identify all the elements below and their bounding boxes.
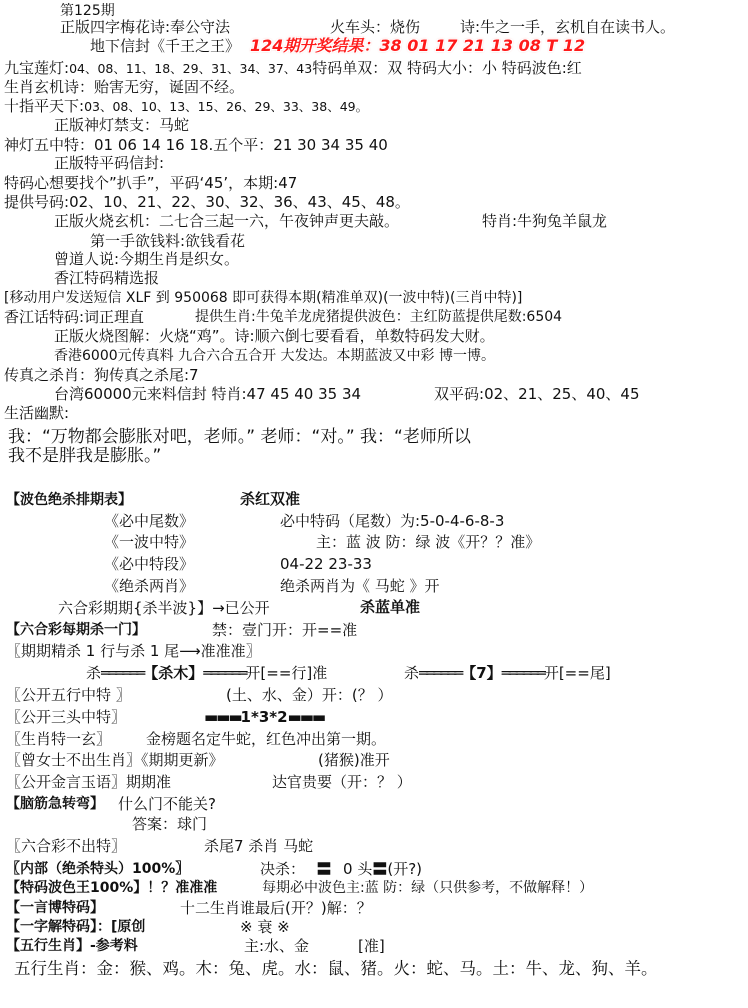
brain-label: 【脑筋急转弯】 — [6, 796, 104, 812]
inner-open: (开?) — [387, 860, 423, 878]
equals-bar: ══════ — [203, 664, 246, 682]
shendeng-five: 神灯五中特：01 06 14 16 18.五个平：21 30 34 35 40 — [4, 136, 388, 154]
equals-bar: ══════ — [101, 664, 144, 682]
lotus-label — [4, 60, 582, 77]
must-tail-value: 必中特码（尾数）为:5-0-4-6-8-3 — [280, 512, 505, 530]
one-wave-label: 《一波中特》 — [104, 533, 195, 551]
one-wave-value: 主：蓝 波 防：绿 波《开？？准》 — [316, 533, 541, 551]
hk-select: 香江特码精选报 — [54, 269, 160, 287]
golden-value: 达官贵要（开：？ ） — [272, 773, 412, 791]
three-tail-value: 1*3*2 — [240, 708, 288, 726]
lotus-numbers: 04、08、11、18、29、31、34、37、43 — [69, 61, 313, 76]
shizhi-label: 十指平天下: — [4, 97, 85, 115]
equals-bar: ══════ — [419, 664, 462, 682]
wave-king-value: 每期必中波色主:蓝 防：绿（只供参考，不做解释！） — [262, 880, 594, 896]
forbid-door: 禁：壹门开：开==准 — [212, 621, 358, 639]
kill-seven-prefix: 杀 — [404, 664, 420, 682]
tw-special: 47 45 40 35 34 — [246, 385, 362, 403]
fax-kill: 传真之杀肖：狗传真之杀尾:7 — [4, 366, 199, 384]
golden-label: 〖公开金言玉语〗期期准 — [6, 773, 172, 791]
shizhi-numbers: 03、08、10、13、15、26、29、33、38、49。 — [84, 99, 369, 114]
one-word-value: 十二生肖谁最后(开？)解：？ — [180, 899, 372, 917]
tw-double-label: 双平码: — [434, 385, 485, 403]
underground-letter: 地下信封《千王之王》 — [90, 37, 241, 55]
zeng-said: 曾道人说:今期生肖是织女。 — [54, 250, 240, 268]
one-char-label: 【一字解特码】：[原创 — [6, 919, 146, 935]
kill-wood-row — [86, 665, 327, 682]
equals-bar: ▬▬▬ — [204, 708, 241, 726]
zeng-label: 〖曾女士不出生肖〗《期期更新》 — [6, 751, 224, 769]
inner-label: 〖内部（绝杀特头）100%〗 — [6, 861, 190, 877]
humor-line-1: 我：“万物都会膨胀对吧，老师。” 老师：“对。” 我：“老师所以 — [8, 427, 471, 447]
tw-double-line — [434, 386, 640, 403]
provide-zodiac: 提供生肖:牛兔羊龙虎猪提供波色：主红防蓝提供尾数:6504 — [195, 309, 563, 325]
hk-saying: 香江话特码:词正理直 — [4, 308, 145, 326]
fire-xuanji: 正版火烧玄机：二七合三起一六，午夜钟声更夫敲。 — [54, 212, 400, 230]
must-tail-label: 《必中尾数》 — [104, 512, 195, 530]
equals-mark: 〓 — [316, 860, 332, 878]
kill-wood-open: 开[==行]准 — [245, 664, 328, 682]
lotus-tail: 特码单双：双 特码大小：小 特码波色:红 — [312, 59, 582, 77]
kill-blue: 杀蓝单准 — [360, 598, 421, 616]
brain-question: 什么门不能关? — [118, 795, 216, 813]
equals-bar: ▬▬▬ — [287, 708, 325, 726]
shizhi-line — [4, 98, 368, 115]
kill-one-door: 【六合彩每期杀一门】 — [6, 622, 146, 638]
three-tail-label: 〖公开三头中特〗 — [6, 708, 127, 726]
zeng-value: (猪猴)准开 — [318, 751, 390, 769]
shendeng-jinji: 正版神灯禁支：马蛇 — [54, 116, 190, 134]
kill-wood-prefix: 杀 — [86, 664, 102, 682]
five-elem-value: (土、水、金）开：(？ ） — [226, 686, 393, 704]
tw-label: 台湾60000元来料信封 特肖: — [54, 385, 247, 403]
one-char-value: ※ 衰 ※ — [240, 918, 290, 936]
zodiac-one-value: 金榜题名定牛蛇，红色冲出第一期。 — [146, 730, 387, 748]
kill-two-label: 《绝杀两肖》 — [104, 577, 195, 595]
kill-seven-open: 开[==尾] — [543, 664, 611, 682]
first-hand: 第一手欲钱料:欲钱看花 — [90, 232, 246, 250]
one-word-label: 【一言博特码】 — [6, 900, 104, 916]
kill-seven-box: 【7】 — [461, 664, 502, 682]
provide-label: 提供号码: — [4, 193, 70, 211]
kill-two-value: 绝杀两肖为《 马蛇 》开 — [280, 577, 440, 595]
kill-wood-box: 【杀木】 — [143, 664, 204, 682]
lotus-title: 九宝莲灯: — [4, 59, 70, 77]
poem-text: 诗:牛之一手，玄机自在读书人。 — [460, 18, 676, 36]
provide-numbers: 02、10、21、22、30、32、36、43、45、48。 — [69, 193, 410, 211]
five-zodiac-value: 主:水、金 — [244, 937, 310, 955]
pingma-letter: 正版特平码信封: — [54, 154, 165, 172]
humor-label: 生活幽默: — [4, 404, 70, 422]
kill-seven-row — [404, 665, 611, 682]
hk-fax: 香港6000元传真料 九合六合五合开 大发达。本期蓝波又中彩 博一博。 — [54, 348, 495, 364]
lhc-half: 六合彩期期{杀半波}】→已公开 — [58, 599, 270, 617]
inner-row — [260, 861, 422, 878]
zodiac-xuanji: 生肖玄机诗：贻害无穷，诞固不经。 — [4, 78, 245, 96]
train-head: 火车头：烧伤 — [330, 18, 421, 36]
five-zodiac-zhun: [准] — [358, 937, 385, 955]
equals-bar: ══════ — [501, 664, 544, 682]
poem-title: 正版四字梅花诗:奉公守法 — [60, 18, 231, 36]
issue-number: 第125期 — [60, 3, 115, 19]
tw-double-nums: 02、21、25、40、45 — [484, 385, 640, 403]
lhc-no-value: 杀尾7 杀肖 马蛇 — [204, 837, 314, 855]
fire-pic: 正版火烧图解：火烧“鸡”。诗:顺六倒七要看看，单数特码发大财。 — [54, 327, 495, 345]
kill-red: 杀红双准 — [240, 490, 301, 508]
lhc-no-label: 〖六合彩不出特〗 — [6, 837, 127, 855]
tw-line — [54, 386, 361, 403]
zodiac-one-label: 〖生肖特一玄〗 — [6, 730, 112, 748]
result-banner: 124期开奖结果：38 01 17 21 13 08 T 12 — [250, 36, 586, 55]
period-line: 〖期期精杀 1 行与杀 1 尾⟶准准准〗 — [6, 642, 261, 660]
provide-line — [4, 194, 410, 211]
wave-table-title: 【波色绝杀排期表】 — [6, 492, 132, 508]
brain-answer: 答案：球门 — [132, 815, 208, 833]
sms-line: [移动用户发送短信 XLF 到 950068 即可获得本期(精准单双)(一波中特)(三肖中特)] — [4, 290, 523, 306]
must-seg-label: 《必中特段》 — [104, 555, 195, 573]
must-seg-value: 04-22 23-33 — [280, 555, 372, 573]
three-tail-row — [204, 709, 324, 726]
wave-king-label: 【特码波色王100%】！？准准准 — [6, 880, 218, 896]
fire-special: 特肖:牛狗兔羊鼠龙 — [482, 212, 608, 230]
five-elem-label: 〖公开五行中特 〗 — [6, 686, 131, 704]
five-zodiac-all: 五行生肖：金：猴、鸡。木：兔、虎。水：鼠、猪。火：蛇、马。土：牛、龙、狗、羊。 — [14, 959, 658, 978]
humor-line-2: 我不是胖我是膨胀。” — [8, 446, 162, 466]
equals-mark: 〓 — [372, 860, 388, 878]
inner-value: 决杀： — [260, 860, 306, 878]
five-zodiac-label: 【五行生肖】-参考料 — [6, 938, 138, 954]
heart-line: 特码心想要找个”扒手”，平码‘45’，本期:47 — [4, 174, 298, 192]
inner-mid: 0 头 — [343, 860, 373, 878]
